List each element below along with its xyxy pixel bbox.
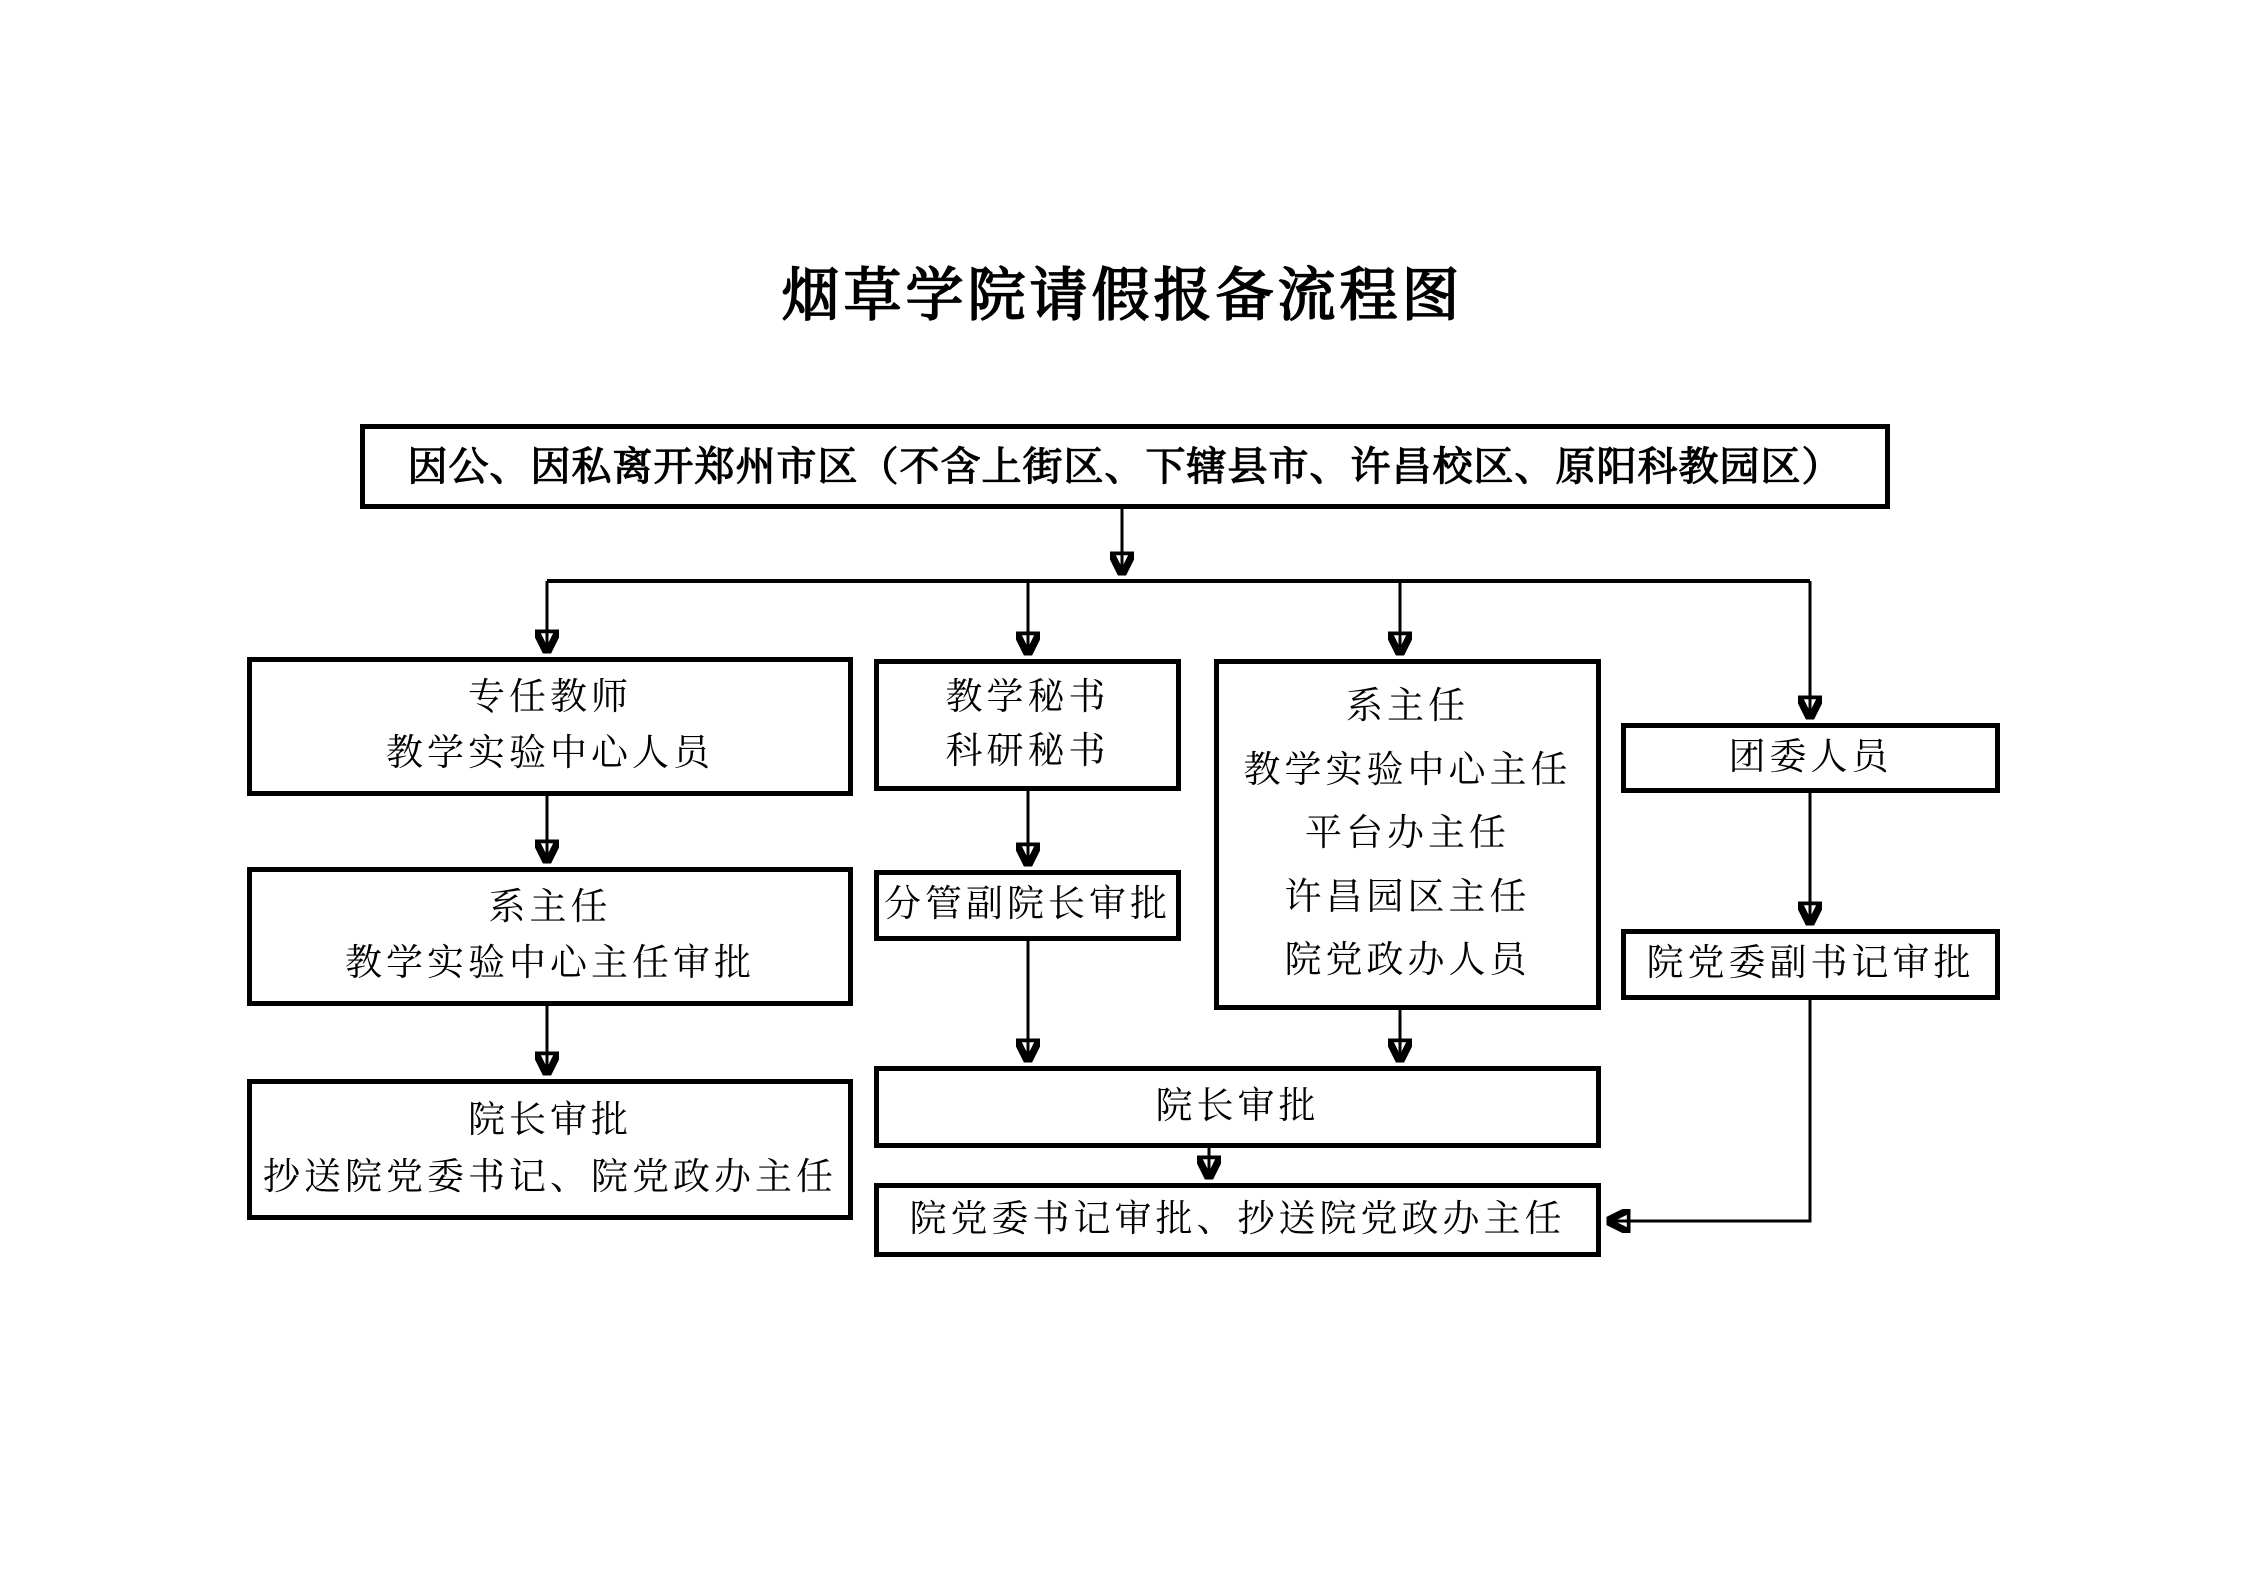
node-dean-approval-copy-line-1: 院长审批 xyxy=(468,1099,632,1141)
node-dean-approval-copy-line-2: 抄送院党委书记、院党政办主任 xyxy=(263,1156,837,1198)
node-director-line-1: 系主任 xyxy=(1346,685,1469,727)
node-league-text: 团委人员 xyxy=(1728,736,1893,778)
node-party-secretary-approval-text: 院党委书记审批、抄送院党政办主任 xyxy=(909,1198,1566,1240)
node-dean-approval-copy xyxy=(247,1079,853,1220)
page-title: 烟草学院请假报备流程图 xyxy=(781,263,1464,328)
node-director-line-3: 平台办主任 xyxy=(1305,813,1510,855)
node-dept-head-approval-line-2: 教学实验中心主任审批 xyxy=(345,943,755,985)
node-teacher-line-1: 专任教师 xyxy=(468,676,632,718)
node-teacher xyxy=(247,657,853,796)
node-vice-dean-approval xyxy=(874,870,1181,941)
node-teacher-line-2: 教学实验中心人员 xyxy=(386,733,714,775)
node-director-line-4: 许昌园区主任 xyxy=(1284,876,1531,918)
node-vice-dean-approval-text: 分管副院长审批 xyxy=(884,884,1171,926)
node-dept-head-approval-line-1: 系主任 xyxy=(488,886,612,928)
node-party-secretary-approval xyxy=(874,1183,1601,1257)
node-deputy-party-secretary-approval xyxy=(1621,929,2000,1000)
node-start-text: 因公、因私离开郑州市区（不含上街区、下辖县市、许昌校区、原阳科教园区） xyxy=(407,444,1843,489)
node-league xyxy=(1621,723,2000,793)
node-dean-approval-text: 院长审批 xyxy=(1155,1085,1320,1127)
node-deputy-party-secretary-approval-text: 院党委副书记审批 xyxy=(1646,943,1975,985)
node-secretary-line-1: 教学秘书 xyxy=(945,676,1110,718)
connector-deputy-secretary-to-party-secretary xyxy=(1610,1000,1810,1221)
node-start xyxy=(360,424,1890,509)
node-dean-approval xyxy=(874,1066,1601,1148)
node-director-line-2: 教学实验中心主任 xyxy=(1243,749,1572,791)
node-director xyxy=(1214,659,1601,1010)
node-secretary-line-2: 科研秘书 xyxy=(945,730,1110,772)
node-director-line-5: 院党政办人员 xyxy=(1284,940,1531,982)
node-dept-head-approval xyxy=(247,867,853,1006)
node-secretary xyxy=(874,659,1181,791)
